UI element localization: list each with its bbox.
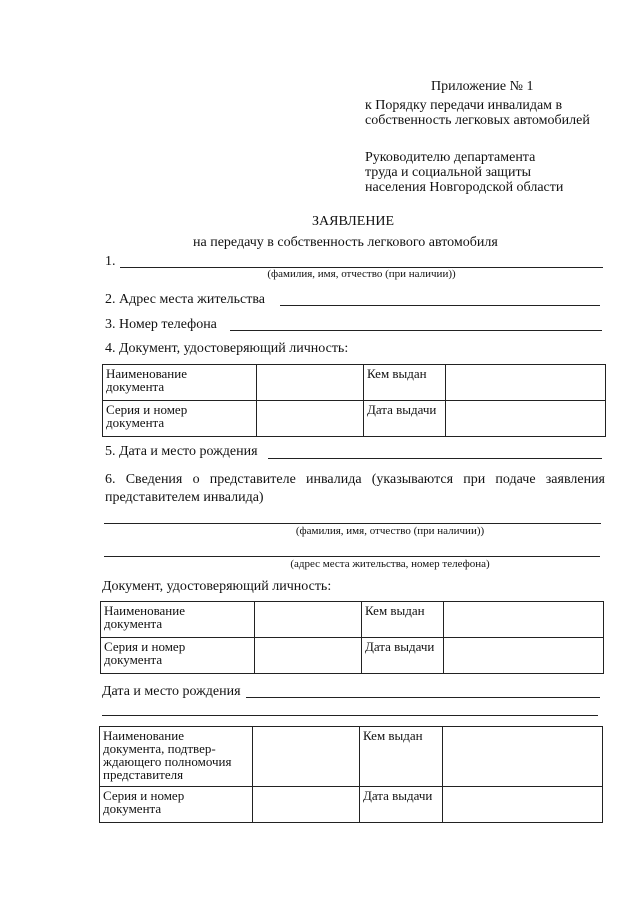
rep-address-input-line[interactable] — [104, 556, 600, 557]
rep-name-caption: (фамилия, имя, отчество (при наличии)) — [295, 525, 485, 537]
full-name-caption: (фамилия, имя, отчество (при наличии)) — [267, 268, 456, 280]
doc-name-label: Наименование документа — [103, 365, 257, 401]
identity-document-label: 4. Документ, удостоверяющий личность: — [105, 341, 349, 356]
issue-date-cell[interactable] — [444, 638, 604, 674]
item1-number: 1. — [105, 254, 116, 269]
procedure-line: собственность легковых автомобилей — [365, 113, 590, 128]
rep-document-label: Документ, удостоверяющий личность: — [102, 579, 332, 594]
doc-name-cell[interactable] — [257, 365, 364, 401]
rep-document-table — [100, 601, 604, 674]
doc-series-label: Серия и номер документа — [103, 401, 257, 437]
issue-date-cell[interactable] — [446, 401, 606, 437]
doc-name-cell[interactable] — [255, 602, 362, 638]
authority-doc-series-label: Серия и номер документа — [100, 787, 253, 823]
representative-info-label-cont: представителем инвалида) — [105, 490, 264, 505]
table-row — [100, 727, 603, 787]
doc-series-cell[interactable] — [255, 638, 362, 674]
table-row — [103, 365, 606, 401]
authority-doc-name-cell[interactable] — [253, 727, 360, 787]
issued-by-label: Кем выдан — [362, 602, 444, 638]
issued-by-label: Кем выдан — [364, 365, 446, 401]
phone-label: 3. Номер телефона — [105, 317, 217, 332]
procedure-reference — [365, 98, 590, 128]
rep-birth-label: Дата и место рождения — [102, 684, 241, 699]
identity-document-table — [102, 364, 606, 437]
issued-by-cell[interactable] — [446, 365, 606, 401]
document-subtitle: на передачу в собственность легкового автомобиля — [193, 235, 498, 250]
birth-input-line[interactable] — [268, 458, 602, 459]
address-input-line[interactable] — [280, 305, 600, 306]
recipient-block — [365, 150, 563, 195]
issued-by-cell[interactable] — [444, 602, 604, 638]
appendix-label: Приложение № 1 — [431, 79, 534, 94]
doc-series-cell[interactable] — [257, 401, 364, 437]
authority-doc-name-label: Наименование документа, подтвер- ждающего полномочия представителя — [100, 727, 253, 787]
recipient-line: труда и социальной защиты — [365, 165, 531, 180]
issue-date-cell[interactable] — [443, 787, 603, 823]
authority-doc-series-cell[interactable] — [253, 787, 360, 823]
issued-by-label: Кем выдан — [360, 727, 443, 787]
procedure-line: к Порядку передачи инвалидам в — [365, 98, 563, 113]
rep-address-caption: (адрес места жительства, номер телефона) — [290, 558, 490, 570]
recipient-line: Руководителю департамента — [365, 150, 536, 165]
doc-series-label: Серия и номер документа — [101, 638, 255, 674]
rep-birth-input-line[interactable] — [246, 697, 600, 698]
issue-date-label: Дата выдачи — [360, 787, 443, 823]
table-row — [101, 638, 604, 674]
table-row — [103, 401, 606, 437]
doc-name-label: Наименование документа — [101, 602, 255, 638]
issued-by-cell[interactable] — [443, 727, 603, 787]
rep-birth-input-line-2[interactable] — [102, 715, 598, 716]
rep-name-input-line[interactable] — [104, 523, 601, 524]
representative-info-label: 6. Сведения о представителе инвалида (указываются при подаче заявления — [105, 472, 605, 487]
table-row — [100, 787, 603, 823]
issue-date-label: Дата выдачи — [364, 401, 446, 437]
recipient-line: населения Новгородской области — [365, 180, 564, 195]
birth-label: 5. Дата и место рождения — [105, 444, 258, 459]
phone-input-line[interactable] — [230, 330, 602, 331]
rep-authority-document-table — [99, 726, 603, 823]
address-label: 2. Адрес места жительства — [105, 292, 265, 307]
document-title: ЗАЯВЛЕНИЕ — [312, 214, 395, 229]
table-row — [101, 602, 604, 638]
issue-date-label: Дата выдачи — [362, 638, 444, 674]
